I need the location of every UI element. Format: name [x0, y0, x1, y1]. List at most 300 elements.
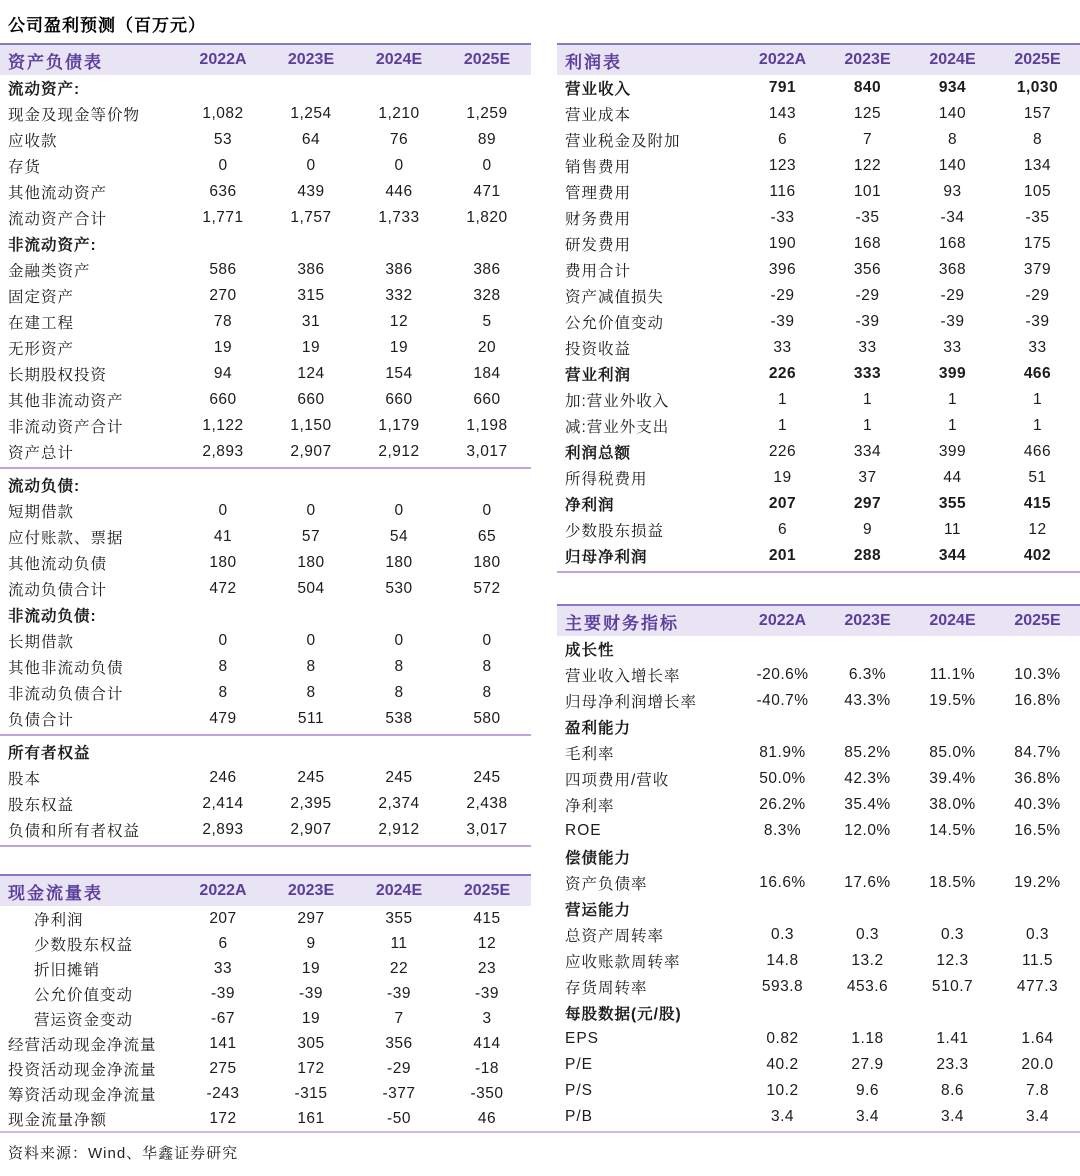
row-label: 营业成本 [565, 107, 632, 124]
cell-value: 11.5 [1021, 952, 1054, 969]
table-row [0, 765, 531, 791]
cell-value: 1 [947, 417, 958, 434]
cell-value: 33 [858, 339, 877, 356]
table-title: 资产负债表 [8, 52, 103, 72]
cell-value: 161 [297, 1109, 325, 1127]
cell-value: 1 [777, 391, 788, 408]
table-row [0, 706, 531, 732]
year-header: 2023E [287, 882, 335, 899]
cell-value: 180 [297, 554, 325, 571]
cell-value: 12.3 [936, 952, 969, 969]
cell-value: 934 [938, 79, 967, 96]
table-row [0, 1006, 531, 1031]
row-label: 归母净利润 [565, 549, 648, 566]
cell-value: 530 [385, 580, 413, 597]
cell-value: 1,150 [290, 417, 332, 434]
cell-value: 10.2 [766, 1082, 799, 1099]
table-row [557, 413, 1080, 439]
cell-value: 1.64 [1021, 1030, 1054, 1047]
cell-value: 2,912 [378, 443, 420, 460]
cell-value: 1,259 [466, 105, 508, 122]
cell-value: 399 [938, 443, 967, 460]
cell-value: 7 [394, 1009, 404, 1027]
row-label: 非流动负债: [8, 608, 97, 625]
row-label: 资产负债率 [565, 876, 648, 893]
row-label: 总资产周转率 [565, 928, 665, 945]
row-label: 毛利率 [565, 746, 615, 763]
cell-value: 64 [301, 131, 321, 148]
cell-value: 19 [301, 959, 321, 977]
cell-value: 122 [853, 157, 882, 174]
year-header: 2025E [463, 51, 511, 68]
cell-value: -34 [940, 209, 965, 226]
cell-value: 19.5% [929, 692, 976, 709]
row-label: 投资活动现金净流量 [8, 1061, 157, 1079]
cell-value: 39.4% [929, 770, 976, 787]
year-header: 2023E [844, 612, 891, 629]
cell-value: 399 [938, 365, 967, 382]
row-label: 公允价值变动 [565, 315, 665, 332]
cell-value: 356 [853, 261, 882, 278]
row-label: 销售费用 [565, 159, 632, 176]
table-row [557, 75, 1080, 101]
cell-value: 226 [768, 443, 797, 460]
row-label: EPS [565, 1030, 600, 1047]
cell-value: 168 [853, 235, 882, 252]
cell-value: 446 [385, 183, 413, 200]
year-header: 2025E [1014, 612, 1061, 629]
cell-value: 2,907 [290, 443, 332, 460]
cell-value: 13.2 [851, 952, 884, 969]
row-label: 资产减值损失 [565, 289, 665, 306]
source-note: 资料来源：Wind、华鑫证券研究 [8, 1145, 239, 1162]
table-row [0, 906, 531, 931]
cell-value: 1,820 [466, 209, 508, 226]
cell-value: 2,893 [202, 443, 244, 460]
row-label: 固定资产 [8, 289, 75, 306]
row-label: 无形资产 [8, 341, 75, 358]
row-label: 归母净利润增长率 [565, 694, 698, 711]
cell-value: 8 [394, 684, 404, 701]
cell-value: 44 [943, 469, 962, 486]
cell-value: 16.5% [1014, 822, 1061, 839]
cell-value: 305 [297, 1034, 325, 1052]
table-row [557, 205, 1080, 231]
row-label: 费用合计 [565, 263, 632, 280]
row-label: 流动负债合计 [8, 582, 108, 599]
row-label: 其他非流动资产 [8, 393, 124, 410]
cell-value: 586 [209, 261, 237, 278]
cell-value: 89 [477, 131, 497, 148]
cell-value: 17.6% [844, 874, 891, 891]
cell-value: 1,210 [378, 105, 420, 122]
cell-value: 9 [306, 934, 316, 952]
cell-value: 0 [482, 157, 492, 174]
cell-value: 660 [297, 391, 325, 408]
table-row [557, 688, 1080, 714]
table-row [0, 361, 531, 387]
cell-value: 22 [389, 959, 409, 977]
cell-value: 636 [209, 183, 237, 200]
cell-value: 402 [1023, 547, 1052, 564]
cell-value: 140 [938, 105, 967, 122]
row-label: P/B [565, 1108, 593, 1125]
row-label: 成长性 [565, 642, 615, 659]
cell-value: 660 [385, 391, 413, 408]
row-label: 其他流动资产 [8, 185, 108, 202]
cell-value: 19 [213, 339, 233, 356]
cell-value: 81.9% [759, 744, 806, 761]
cell-value: -40.7% [756, 692, 809, 709]
table-row [0, 498, 531, 524]
year-header: 2022A [199, 882, 247, 899]
row-label: 非流动负债合计 [8, 686, 124, 703]
balance-sheet-table [0, 43, 531, 847]
cell-value: 19 [389, 339, 409, 356]
cell-value: 33 [213, 959, 233, 977]
table-row [0, 931, 531, 956]
cell-value: 3.4 [770, 1108, 795, 1125]
table-row [557, 922, 1080, 948]
cell-value: 31 [301, 313, 321, 330]
cell-value: 3,017 [466, 821, 508, 838]
row-label: 所有者权益 [8, 745, 91, 762]
cell-value: 184 [473, 365, 501, 382]
table-row [0, 75, 531, 101]
row-label: 其他流动负债 [8, 556, 108, 573]
table-row [0, 413, 531, 439]
cell-value: 37 [858, 469, 877, 486]
cell-value: 2,374 [378, 795, 420, 812]
table-row [557, 974, 1080, 1000]
separator-line [0, 845, 531, 847]
cell-value: -243 [206, 1084, 240, 1102]
cell-value: 143 [768, 105, 797, 122]
cell-value: -39 [1025, 313, 1050, 330]
table-row [557, 257, 1080, 283]
table-title: 主要财务指标 [565, 613, 679, 633]
row-label: 股东权益 [8, 797, 75, 814]
cell-value: 42.3% [844, 770, 891, 787]
cell-value: 415 [473, 909, 501, 927]
table-row [557, 948, 1080, 974]
cell-value: 538 [385, 710, 413, 727]
cell-value: 46 [477, 1109, 497, 1127]
row-label: 在建工程 [8, 315, 75, 332]
table-row [0, 387, 531, 413]
row-label: 加:营业外收入 [565, 393, 670, 410]
cell-value: 245 [297, 769, 325, 786]
cell-value: 0.3 [1025, 926, 1050, 943]
bottom-separator-line [0, 1131, 1080, 1133]
cell-value: 396 [768, 261, 797, 278]
cell-value: 123 [768, 157, 797, 174]
table-row [0, 602, 531, 628]
cell-value: 134 [1023, 157, 1052, 174]
table-header [0, 874, 531, 906]
row-label: 存货 [8, 159, 42, 176]
cell-value: 2,912 [378, 821, 420, 838]
cell-value: 36.8% [1014, 770, 1061, 787]
cell-value: 101 [853, 183, 882, 200]
table-row [557, 844, 1080, 870]
cell-value: 477.3 [1016, 978, 1059, 995]
table-row [557, 1104, 1080, 1130]
table-row [0, 956, 531, 981]
cell-value: 471 [473, 183, 501, 200]
cell-value: 510.7 [931, 978, 974, 995]
table-row [0, 628, 531, 654]
table-row [557, 127, 1080, 153]
row-label: 所得税费用 [565, 471, 648, 488]
cell-value: 6 [777, 521, 788, 538]
cell-value: 140 [938, 157, 967, 174]
cell-value: -350 [470, 1084, 504, 1102]
row-label: 流动资产合计 [8, 211, 108, 228]
table-row [0, 1056, 531, 1081]
cell-value: -35 [855, 209, 880, 226]
year-header: 2023E [287, 51, 335, 68]
table-row [0, 205, 531, 231]
table-row [557, 361, 1080, 387]
cell-value: -35 [1025, 209, 1050, 226]
year-header: 2022A [758, 612, 807, 629]
row-label: 负债和所有者权益 [8, 823, 141, 840]
cell-value: 572 [473, 580, 501, 597]
row-label: 少数股东权益 [34, 936, 134, 954]
cell-value: -29 [387, 1059, 411, 1077]
year-header: 2024E [929, 612, 976, 629]
cell-value: 2,414 [202, 795, 244, 812]
row-label: 财务费用 [565, 211, 632, 228]
cell-value: 1,082 [202, 105, 244, 122]
table-row [557, 153, 1080, 179]
cell-value: 0.3 [770, 926, 795, 943]
cell-value: 453.6 [846, 978, 889, 995]
cell-value: 19 [301, 339, 321, 356]
cell-value: 154 [385, 365, 413, 382]
row-label: 现金流量净额 [8, 1111, 108, 1129]
cell-value: 180 [385, 554, 413, 571]
cell-value: 3 [482, 1009, 492, 1027]
cell-value: -18 [475, 1059, 499, 1077]
cell-value: -39 [940, 313, 965, 330]
table-row [557, 636, 1080, 662]
cell-value: 33 [773, 339, 792, 356]
cell-value: 20 [477, 339, 497, 356]
cell-value: 18.5% [929, 874, 976, 891]
cell-value: 1 [947, 391, 958, 408]
year-header: 2024E [929, 51, 976, 68]
row-label: 少数股东损益 [565, 523, 665, 540]
cell-value: 116 [769, 183, 796, 200]
right-column [557, 43, 1080, 1131]
page-title: 公司盈利预测（百万元） [8, 16, 206, 35]
cell-value: 8 [482, 658, 492, 675]
table-row [0, 439, 531, 465]
cell-value: 78 [213, 313, 233, 330]
cell-value: 38.0% [929, 796, 976, 813]
cell-value: 94 [213, 365, 233, 382]
cell-value: 180 [209, 554, 237, 571]
cell-value: -20.6% [756, 666, 809, 683]
cell-value: 16.6% [759, 874, 806, 891]
cell-value: 11.1% [929, 666, 976, 683]
cell-value: 12 [477, 934, 497, 952]
cell-value: -39 [770, 313, 795, 330]
cell-value: 439 [297, 183, 325, 200]
cell-value: 54 [389, 528, 409, 545]
cell-value: 1.41 [936, 1030, 969, 1047]
row-label: 折旧摊销 [34, 961, 101, 979]
cell-value: 379 [1023, 261, 1052, 278]
cell-value: 26.2% [759, 796, 806, 813]
row-label: 应收账款周转率 [565, 954, 681, 971]
cell-value: -39 [475, 984, 499, 1002]
row-label: 营业税金及附加 [565, 133, 681, 150]
cell-value: 3.4 [855, 1108, 880, 1125]
cell-value: 12 [389, 313, 409, 330]
row-label: 净利润 [34, 911, 84, 929]
table-row [557, 740, 1080, 766]
cell-value: 105 [1023, 183, 1052, 200]
row-label: 净利率 [565, 798, 615, 815]
cell-value: 226 [768, 365, 797, 382]
table-row [557, 1026, 1080, 1052]
cell-value: 288 [853, 547, 882, 564]
separator-line [0, 734, 531, 736]
table-row [0, 576, 531, 602]
cell-value: 157 [1023, 105, 1052, 122]
cell-value: 0 [306, 502, 316, 519]
cell-value: 1,030 [1016, 79, 1059, 96]
year-header: 2022A [758, 51, 807, 68]
cell-value: 332 [385, 287, 413, 304]
cell-value: 368 [938, 261, 967, 278]
cell-value: 0 [218, 632, 228, 649]
cell-value: 172 [297, 1059, 325, 1077]
cell-value: 19 [773, 469, 792, 486]
cell-value: -50 [387, 1109, 411, 1127]
cell-value: 51 [1028, 469, 1047, 486]
cell-value: 791 [768, 79, 797, 96]
cell-value: 0 [306, 157, 316, 174]
cell-value: 0 [394, 502, 404, 519]
cell-value: 125 [853, 105, 882, 122]
cell-value: 207 [209, 909, 237, 927]
row-label: 股本 [8, 771, 42, 788]
row-label: 流动资产: [8, 81, 81, 98]
table-row [0, 739, 531, 765]
table-row [0, 231, 531, 257]
row-label: ROE [565, 822, 602, 839]
cell-value: 2,893 [202, 821, 244, 838]
cell-value: 479 [209, 710, 237, 727]
table-row [557, 870, 1080, 896]
cell-value: 270 [209, 287, 237, 304]
cell-value: 328 [473, 287, 501, 304]
cell-value: 1,122 [202, 417, 244, 434]
cell-value: 1 [777, 417, 788, 434]
cell-value: 12.0% [844, 822, 891, 839]
cell-value: -39 [299, 984, 323, 1002]
cell-value: 504 [297, 580, 325, 597]
cell-value: 8 [947, 131, 958, 148]
row-label: 长期借款 [8, 634, 75, 651]
table-row [557, 465, 1080, 491]
cell-value: 6.3% [848, 666, 887, 683]
cell-value: 1,771 [202, 209, 244, 226]
cell-value: -29 [855, 287, 880, 304]
cell-value: 1 [1032, 417, 1043, 434]
cell-value: 19 [301, 1009, 321, 1027]
year-header: 2025E [463, 882, 511, 899]
cell-value: 472 [209, 580, 237, 597]
cell-value: 33 [943, 339, 962, 356]
cell-value: 415 [1023, 495, 1052, 512]
row-label: 现金及现金等价物 [8, 107, 141, 124]
cell-value: 0.3 [940, 926, 965, 943]
cell-value: 57 [301, 528, 321, 545]
cell-value: 3.4 [940, 1108, 965, 1125]
row-label: 减:营业外支出 [565, 419, 670, 436]
table-row [557, 283, 1080, 309]
cell-value: 344 [938, 547, 967, 564]
cell-value: 53 [213, 131, 233, 148]
cell-value: 65 [477, 528, 497, 545]
table-row [0, 1081, 531, 1106]
cell-value: 246 [209, 769, 237, 786]
cell-value: -29 [1025, 287, 1050, 304]
cell-value: 0 [394, 157, 404, 174]
cell-value: 43.3% [844, 692, 891, 709]
table-row [557, 439, 1080, 465]
table-row [0, 127, 531, 153]
cell-value: 5 [482, 313, 492, 330]
cell-value: 245 [385, 769, 413, 786]
cell-value: 175 [1023, 235, 1052, 252]
cell-value: 14.8 [766, 952, 799, 969]
cell-value: 41 [213, 528, 233, 545]
cell-value: -315 [294, 1084, 328, 1102]
left-column [0, 43, 531, 1131]
cell-value: -39 [855, 313, 880, 330]
cell-value: 334 [853, 443, 882, 460]
table-row [557, 792, 1080, 818]
table-row [557, 309, 1080, 335]
cell-value: 840 [853, 79, 882, 96]
cell-value: 76 [389, 131, 409, 148]
row-label: 投资收益 [565, 341, 632, 358]
cell-value: 8 [218, 684, 228, 701]
table-row [0, 283, 531, 309]
cell-value: -33 [770, 209, 795, 226]
cell-value: 386 [385, 261, 413, 278]
row-label: 短期借款 [8, 504, 75, 521]
cell-value: 0 [218, 157, 228, 174]
cell-value: 6 [777, 131, 788, 148]
table-title: 利润表 [565, 52, 622, 72]
cell-value: 297 [297, 909, 325, 927]
table-row [557, 714, 1080, 740]
row-label: 管理费用 [565, 185, 632, 202]
cell-value: 466 [1023, 443, 1052, 460]
table-row [557, 335, 1080, 361]
cell-value: 0 [482, 632, 492, 649]
cell-value: 355 [938, 495, 967, 512]
key-metrics-table [557, 604, 1080, 1130]
cell-value: 141 [209, 1034, 237, 1052]
